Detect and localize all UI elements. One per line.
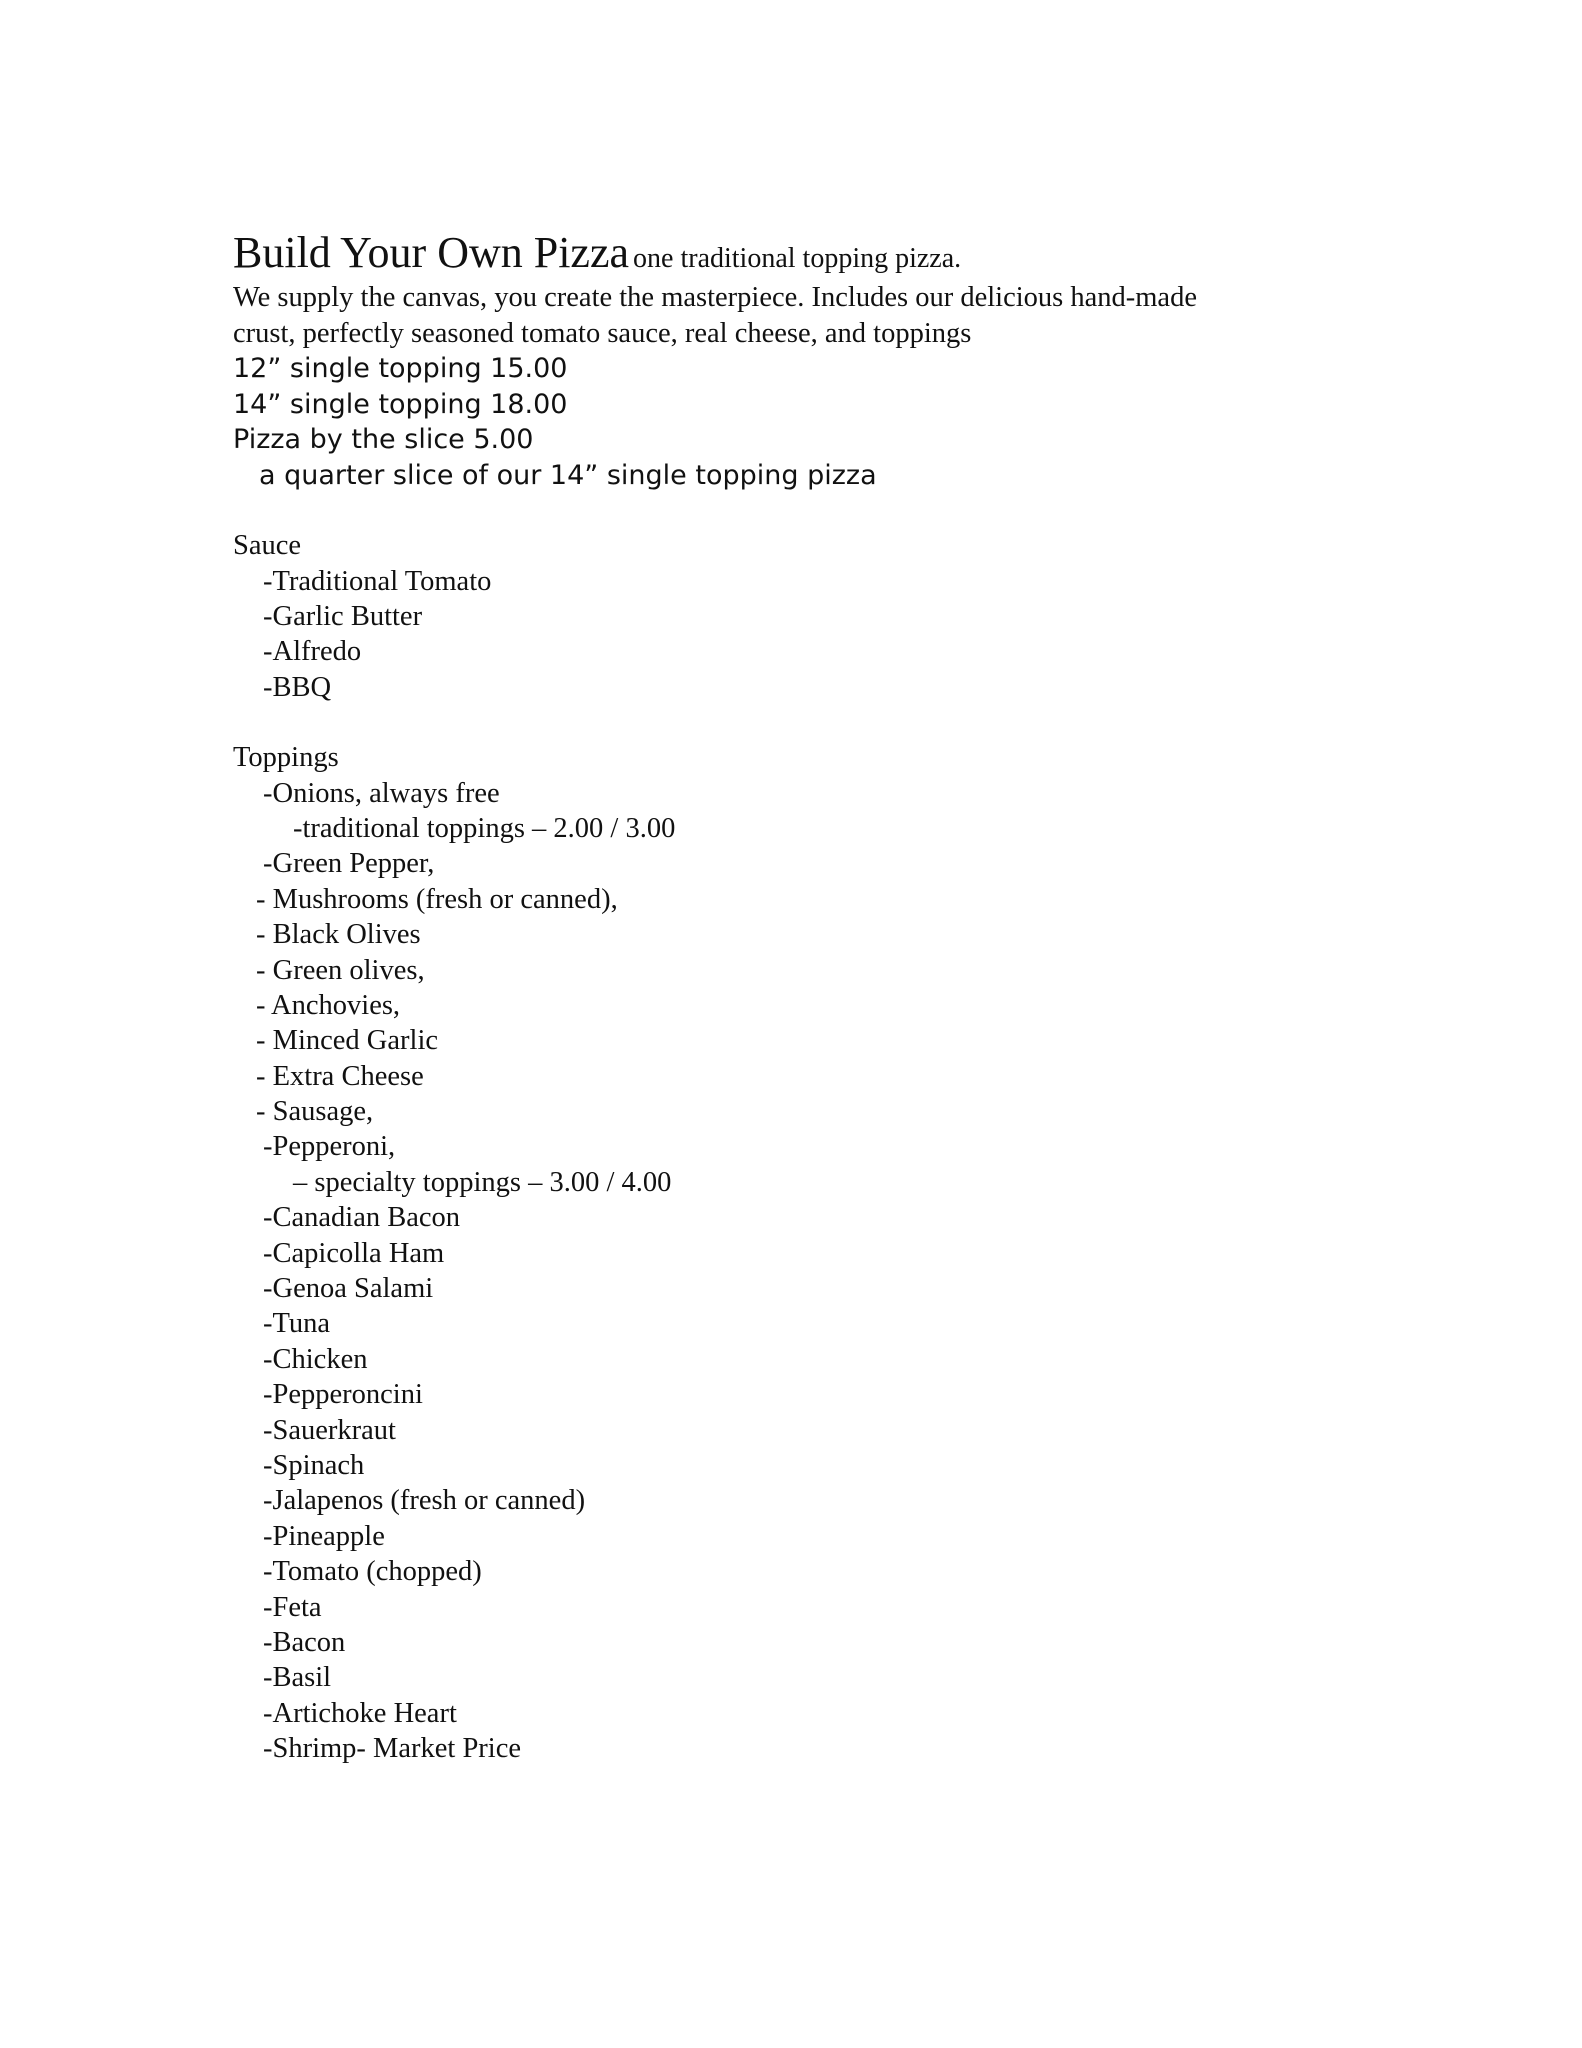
topping-item: -Tuna [263,1308,331,1340]
topping-item: -Tomato (chopped) [263,1556,482,1588]
menu-title: Build Your Own Pizza [233,228,630,277]
topping-item: -Canadian Bacon [263,1202,461,1234]
menu-title-line [233,226,1433,280]
sauce-item: -Traditional Tomato [263,565,492,597]
topping-item: -Onions, always free [263,777,500,809]
topping-item: -Sauerkraut [263,1414,396,1446]
topping-item: -Shrimp- Market Price [263,1733,522,1765]
topping-item: -Capicolla Ham [263,1237,445,1269]
price-slice: Pizza by the slice 5.00 [233,424,534,455]
topping-item: -Feta [263,1591,322,1623]
menu-description-line-1: We supply the canvas, you create the masterpiece. Includes our delicious hand-made [233,282,1197,313]
topping-item: - Black Olives [256,919,421,951]
menu-content [233,226,1433,1767]
topping-item: -Basil [263,1662,332,1694]
menu-title-note: one traditional topping pizza. [633,243,962,274]
price-12-inch: 12” single topping 15.00 [233,353,568,384]
spacer [233,705,1433,740]
topping-item: - Anchovies, [256,989,401,1021]
menu-description-line-2: crust, perfectly seasoned tomato sauce, real cheese, and toppings [233,317,972,349]
topping-item: -Pepperoncini [263,1379,423,1411]
topping-item: -Spinach [263,1449,365,1481]
toppings-heading: Toppings [233,742,339,774]
topping-item: -Pepperoni, [263,1131,396,1163]
sauce-item: -Alfredo [263,636,362,668]
topping-item: - Minced Garlic [256,1025,439,1057]
topping-item: -Chicken [263,1343,368,1375]
topping-item: -Jalapenos (fresh or canned) [263,1485,586,1517]
topping-item: - Extra Cheese [256,1060,424,1092]
topping-item: -Bacon [263,1626,346,1658]
topping-item: -Green Pepper, [263,848,435,880]
topping-item: -Genoa Salami [263,1273,434,1305]
topping-item: - Mushrooms (fresh or canned), [256,883,618,915]
topping-item: - Sausage, [256,1096,374,1128]
price-14-inch: 14” single topping 18.00 [233,388,568,420]
topping-item: -Pineapple [263,1520,385,1552]
price-slice-note: a quarter slice of our 14” single topping pizza [259,459,877,491]
sauce-item: -BBQ [263,671,332,703]
topping-subheading-traditional: -traditional toppings – 2.00 / 3.00 [293,812,676,844]
topping-item: -Artichoke Heart [263,1697,457,1729]
spacer [233,493,1433,528]
sauce-heading: Sauce [233,530,302,561]
topping-subheading-specialty: – specialty toppings – 3.00 / 4.00 [293,1166,672,1198]
sauce-item: -Garlic Butter [263,600,423,632]
topping-item: - Green olives, [256,954,425,986]
